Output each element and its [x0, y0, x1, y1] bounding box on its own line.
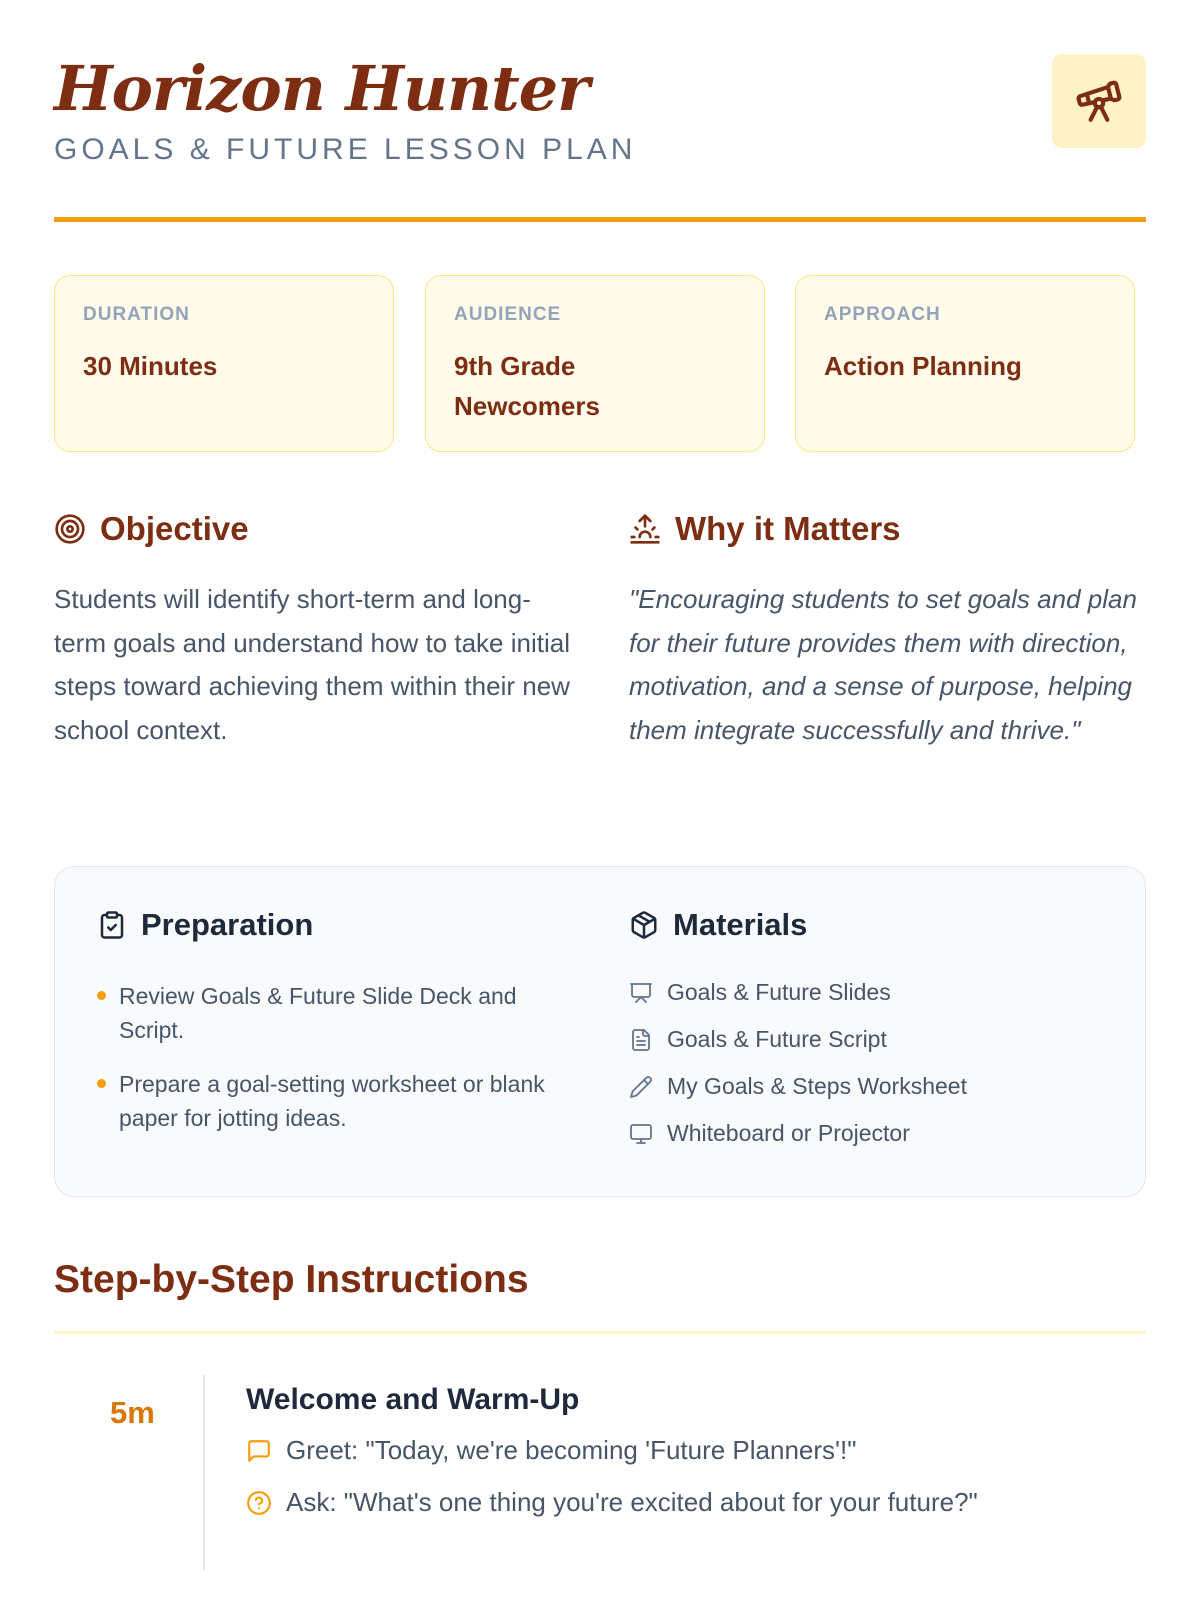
preparation-item-text: Review Goals & Future Slide Deck and Script. [119, 983, 517, 1043]
material-item-text: Goals & Future Slides [667, 979, 891, 1005]
objective-heading [54, 510, 249, 548]
target-icon [54, 513, 86, 545]
list-item [95, 979, 545, 1047]
step-title: Welcome and Warm-Up [246, 1383, 580, 1416]
page-header [54, 0, 1146, 222]
step-line-text: Greet: "Today, we're becoming 'Future Planners'!" [286, 1435, 857, 1465]
document-icon [629, 1028, 653, 1052]
info-cards [54, 275, 1146, 452]
info-card-duration [54, 275, 394, 452]
step-line-greet [246, 1435, 856, 1466]
materials-heading-text: Materials [673, 907, 808, 942]
step-item [54, 1375, 1146, 1570]
clipboard-check-icon [97, 910, 127, 940]
info-card-audience [425, 275, 765, 452]
step-line-ask [246, 1487, 978, 1518]
objective-heading-text: Objective [100, 510, 249, 547]
objective-text: Students will identify short-term and long-term goals and understand how to take initial steps toward achieving them within their new school context. [54, 584, 570, 745]
sunrise-icon [629, 513, 661, 545]
header-badge [1052, 54, 1146, 148]
presentation-icon [629, 981, 653, 1005]
page-subtitle: GOALS & FUTURE LESSON PLAN [54, 133, 637, 166]
list-item [629, 1063, 967, 1110]
bullet-dot [97, 1079, 106, 1088]
why-quote: "Encouraging students to set goals and plan for their future provides them with direction, motivation, and a sense of purpose, helping them integrate successfully and thrive." [629, 584, 1137, 745]
preparation-list [95, 979, 545, 1155]
steps-heading: Step-by-Step Instructions [54, 1258, 529, 1301]
box-icon [629, 910, 659, 940]
list-item [629, 1110, 967, 1157]
material-item-text: My Goals & Steps Worksheet [667, 1073, 967, 1099]
telescope-icon [1074, 76, 1124, 126]
card-value: 30 Minutes [83, 351, 218, 381]
why-heading-text: Why it Matters [675, 510, 901, 547]
card-label: DURATION [83, 304, 190, 325]
list-item [95, 1067, 545, 1135]
pencil-icon [629, 1075, 653, 1099]
question-circle-icon [246, 1490, 272, 1516]
material-item-text: Whiteboard or Projector [667, 1120, 910, 1146]
step-line-text: Ask: "What's one thing you're excited about for your future?" [286, 1487, 978, 1517]
page-title: Horizon Hunter [54, 52, 589, 125]
preparation-heading-text: Preparation [141, 907, 314, 942]
monitor-icon [629, 1122, 653, 1146]
info-card-approach [795, 275, 1135, 452]
list-item [629, 969, 967, 1016]
card-value: Action Planning [824, 351, 1022, 381]
speech-bubble-icon [246, 1438, 272, 1464]
card-value: 9th Grade Newcomers [454, 351, 600, 421]
step-time: 5m [110, 1395, 155, 1430]
preparation-item-text: Prepare a goal-setting worksheet or blank paper for jotting ideas. [119, 1071, 545, 1131]
materials-heading [629, 907, 807, 943]
steps-divider [54, 1331, 1146, 1334]
why-heading [629, 510, 901, 548]
list-item [629, 1016, 967, 1063]
preparation-heading [97, 907, 313, 943]
preparation-panel [54, 866, 1146, 1197]
card-label: APPROACH [824, 304, 941, 325]
card-label: AUDIENCE [454, 304, 562, 325]
step-timeline-line [203, 1375, 205, 1570]
materials-list [629, 969, 967, 1157]
bullet-dot [97, 991, 106, 1000]
material-item-text: Goals & Future Script [667, 1026, 887, 1052]
